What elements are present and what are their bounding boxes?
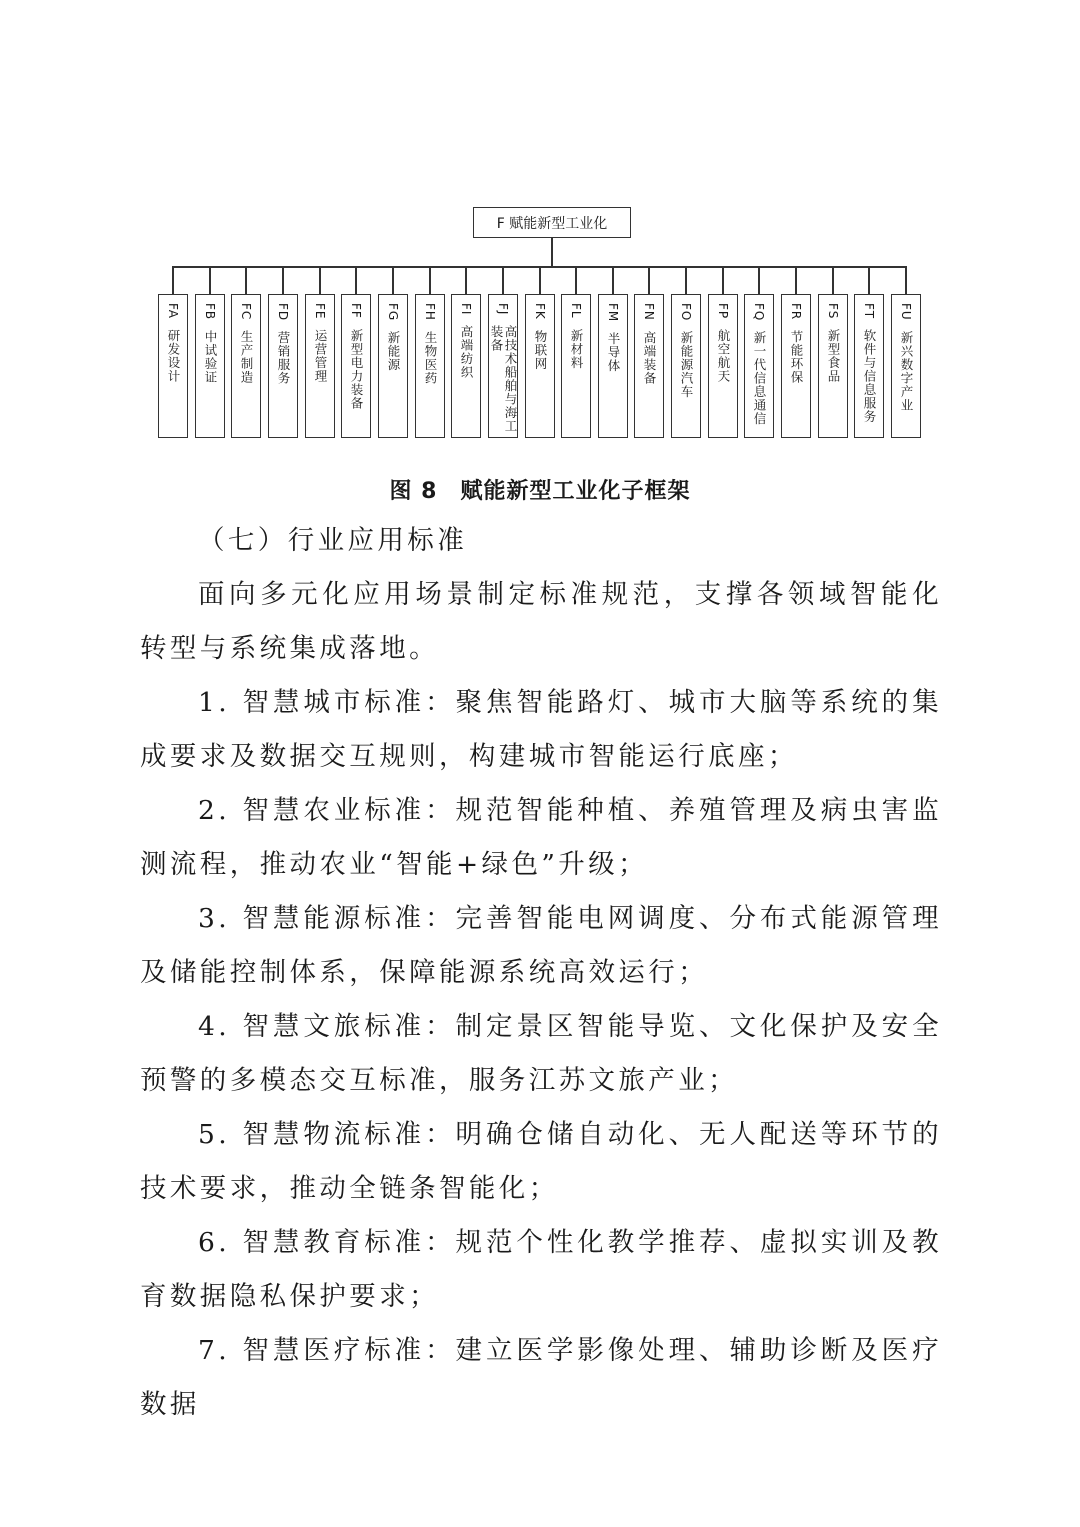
leaf-connector: [319, 266, 321, 294]
leaf-code: FI: [459, 303, 473, 316]
leaf-code: FR: [789, 303, 803, 321]
leaf-code: FJ: [496, 303, 510, 316]
diagram-leaf-fj: [488, 294, 518, 438]
root-connector: [551, 238, 553, 267]
leaf-code: FE: [313, 303, 327, 320]
diagram-leaf-ff: [341, 294, 371, 438]
leaf-code: FB: [203, 303, 217, 321]
leaf-connector: [758, 266, 760, 294]
leaf-connector: [868, 266, 870, 294]
leaf-code: FF: [349, 303, 363, 319]
framework-diagram: [0, 0, 1080, 460]
leaf-code: FK: [533, 303, 547, 320]
leaf-name: 航空航天: [716, 329, 731, 384]
section-intro: 面向多元化应用场景制定标准规范，支撑各领域智能化转型与系统集成落地。: [140, 579, 942, 664]
leaf-code: FH: [423, 303, 437, 321]
leaf-name: 半导体: [606, 332, 621, 373]
diagram-leaf-fo: [671, 294, 701, 438]
leaf-connector: [685, 266, 687, 294]
leaf-connector: [832, 266, 834, 294]
leaf-name: 新能源汽车: [679, 331, 694, 399]
diagram-leaf-fd: [268, 294, 298, 438]
diagram-leaf-fu: [891, 294, 921, 438]
diagram-leaf-fl: [561, 294, 591, 438]
leaf-name: 生产制造: [239, 330, 254, 385]
leaf-name: 新兴数字产业: [899, 330, 914, 412]
leaf-name: 节能环保: [789, 330, 804, 385]
diagram-leaf-fr: [781, 294, 811, 438]
leaf-name: 物联网: [533, 329, 548, 371]
leaf-name: 运营管理: [313, 329, 328, 384]
leaf-code: FU: [899, 303, 913, 321]
diagram-leaf-fn: [634, 294, 664, 438]
diagram-leaf-fq: [744, 294, 774, 438]
leaf-name: 高技术船舶与海工装备: [489, 325, 518, 434]
leaf-name: 新一代信息通信: [752, 331, 767, 426]
diagram-leaf-ft: [854, 294, 884, 438]
leaf-connector: [795, 266, 797, 294]
leaf-connector: [465, 266, 467, 294]
diagram-leaf-fc: [231, 294, 261, 438]
list-item: 5. 智慧物流标准：明确仓储自动化、无人配送等环节的技术要求，推动全链条智能化；: [140, 1119, 942, 1204]
diagram-leaf-fi: [451, 294, 481, 438]
leaf-name: 新材料: [569, 328, 584, 370]
leaf-name: 新型电力装备: [349, 328, 364, 410]
leaf-connector: [722, 266, 724, 294]
list-item: 6. 智慧教育标准：规范个性化教学推荐、虚拟实训及教育数据隐私保护要求；: [140, 1227, 942, 1312]
leaf-code: FG: [386, 303, 400, 322]
diagram-leaf-fa: [158, 294, 188, 438]
leaf-name: 新能源: [386, 331, 401, 372]
diagram-leaf-fh: [415, 294, 445, 438]
leaf-connector: [172, 266, 174, 294]
diagram-leaf-fp: [708, 294, 738, 438]
leaf-name: 营销服务: [276, 331, 291, 386]
diagram-leaf-fe: [305, 294, 335, 438]
list-item: 7. 智慧医疗标准：建立医学影像处理、辅助诊断及医疗数据: [140, 1335, 942, 1420]
diagram-leaf-fb: [195, 294, 225, 438]
leaf-name: 高端纺织: [459, 325, 474, 380]
leaf-connector: [245, 266, 247, 294]
figure-caption: 图 8 赋能新型工业化子框架: [389, 479, 691, 504]
list-item: 4. 智慧文旅标准：制定景区智能导览、文化保护及安全预警的多模态交互标准，服务江苏文旅产业；: [140, 1011, 942, 1096]
leaf-connector: [648, 266, 650, 294]
leaf-name: 生物医药: [423, 330, 438, 385]
leaf-connector: [209, 266, 211, 294]
leaf-connector: [429, 266, 431, 294]
leaf-connector: [282, 266, 284, 294]
leaf-code: FT: [862, 303, 876, 320]
leaf-connector: [355, 266, 357, 294]
leaf-connector: [502, 266, 504, 294]
leaf-code: FS: [826, 303, 840, 320]
leaf-name: 新型食品: [826, 329, 841, 384]
leaf-name: 研发设计: [166, 329, 181, 384]
list-item: 2. 智慧农业标准：规范智能种植、养殖管理及病虫害监测流程，推动农业“智能+绿色”升级；: [140, 795, 942, 880]
section-heading: （七）行业应用标准: [198, 525, 468, 556]
leaf-name: 高端装备: [642, 330, 657, 385]
leaf-connector: [575, 266, 577, 294]
diagram-root-node: F 赋能新型工业化: [473, 207, 631, 238]
leaf-code: FL: [569, 303, 583, 319]
diagram-leaf-fm: [598, 294, 628, 438]
leaf-connector: [539, 266, 541, 294]
leaf-code: FN: [642, 303, 656, 321]
leaf-connector: [392, 266, 394, 294]
leaf-name: 中试验证: [203, 330, 218, 385]
leaf-code: FC: [239, 303, 253, 321]
leaf-code: FD: [276, 303, 290, 322]
leaf-code: FO: [679, 303, 693, 322]
list-item: 3. 智慧能源标准：完善智能电网调度、分布式能源管理及储能控制体系，保障能源系统高效运行；: [140, 903, 942, 988]
leaf-name: 软件与信息服务: [862, 329, 877, 424]
diagram-leaf-fk: [525, 294, 555, 438]
leaf-code: FP: [716, 303, 730, 320]
leaf-code: FA: [166, 303, 180, 320]
diagram-leaf-fg: [378, 294, 408, 438]
list-item: 1. 智慧城市标准：聚焦智能路灯、城市大脑等系统的集成要求及数据交互规则，构建城市智能运行底座；: [140, 687, 942, 772]
leaf-code: FQ: [752, 303, 766, 322]
leaf-code: FM: [606, 303, 620, 323]
diagram-leaf-fs: [818, 294, 848, 438]
leaf-connector: [612, 266, 614, 294]
leaf-connector: [905, 266, 907, 294]
